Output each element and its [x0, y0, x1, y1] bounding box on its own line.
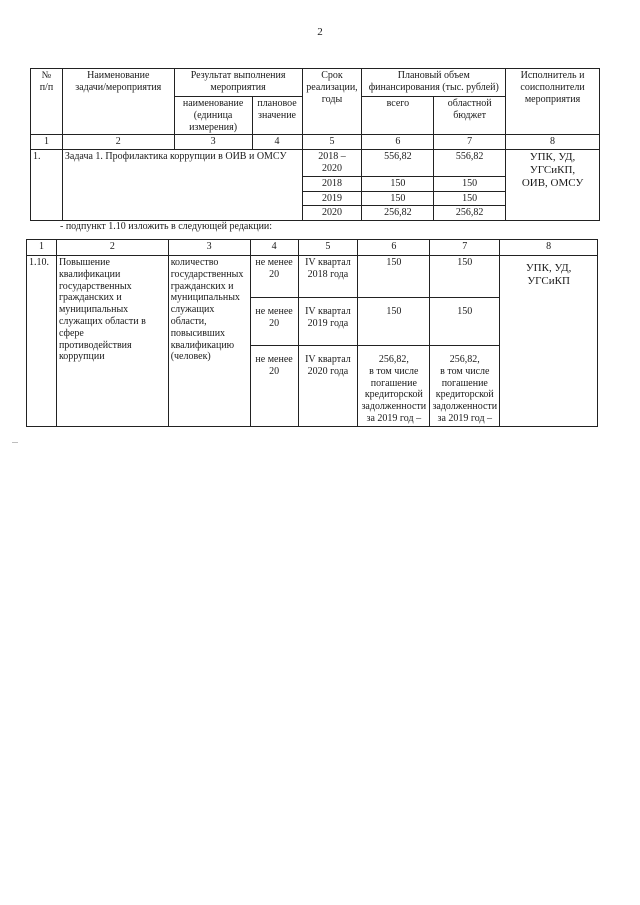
- item-plan: не менее 20: [250, 298, 298, 346]
- item-term: IV квартал 2020 года: [298, 346, 358, 427]
- col-number: 2: [62, 135, 174, 150]
- header-num: № п/п: [31, 69, 63, 135]
- col-number: 1: [31, 135, 63, 150]
- item-term: IV квартал 2019 года: [298, 298, 358, 346]
- header-result-plan: плановое значение: [252, 97, 302, 135]
- header-fin-total: всего: [362, 97, 434, 135]
- col-number: 4: [250, 240, 298, 256]
- task-name: Задача 1. Профилактика коррупции в ОИВ и ОМСУ: [62, 150, 302, 221]
- col-number: 4: [252, 135, 302, 150]
- task-regional: 150: [434, 176, 506, 191]
- task-total: 556,82: [362, 150, 434, 177]
- task-term: 2018: [302, 176, 362, 191]
- col-number: 5: [298, 240, 358, 256]
- item-regional: 150: [430, 256, 500, 298]
- header-finance: Плановый объем финансирования (тыс. рублей): [362, 69, 506, 97]
- item-executor: УПК, УД, УГСиКП: [500, 256, 598, 427]
- item-total: 150: [358, 256, 430, 298]
- item-regional: 256,82, в том числе погашение кредиторской задолженности за 2019 год –: [430, 346, 500, 427]
- plan-table-header: [30, 68, 600, 221]
- col-number: 1: [27, 240, 57, 256]
- col-number: 8: [506, 135, 600, 150]
- margin-mark: ...: [12, 436, 18, 445]
- header-fin-regional: областной бюджет: [434, 97, 506, 135]
- item-result-name: количество государственных гражданских и муниципальных служащих области, повысивших квалификацию (человек): [168, 256, 250, 427]
- amendment-note: - подпункт 1.10 изложить в следующей редакции:: [60, 221, 273, 232]
- header-name: Наименование задачи/мероприятия: [62, 69, 174, 135]
- item-regional: 150: [430, 298, 500, 346]
- col-number: 6: [362, 135, 434, 150]
- col-number: 3: [168, 240, 250, 256]
- item-name: Повышение квалификации государственных гражданских и муниципальных служащих области в сфере противодействия коррупции: [56, 256, 168, 427]
- task-total: 150: [362, 191, 434, 206]
- col-number: 7: [430, 240, 500, 256]
- task-executor: УПК, УД, УГСиКП, ОИВ, ОМСУ: [506, 150, 600, 221]
- col-number: 6: [358, 240, 430, 256]
- item-total: 150: [358, 298, 430, 346]
- col-number: 7: [434, 135, 506, 150]
- task-regional: 150: [434, 191, 506, 206]
- header-term: Срок реализации, годы: [302, 69, 362, 135]
- task-total: 256,82: [362, 206, 434, 221]
- col-number: 2: [56, 240, 168, 256]
- task-term: 2018 – 2020: [302, 150, 362, 177]
- header-result-name: наименование (единица измерения): [174, 97, 252, 135]
- task-regional: 556,82: [434, 150, 506, 177]
- task-term: 2019: [302, 191, 362, 206]
- task-regional: 256,82: [434, 206, 506, 221]
- task-num: 1.: [31, 150, 63, 221]
- item-total: 256,82, в том числе погашение кредиторской задолженности за 2019 год –: [358, 346, 430, 427]
- col-number: 5: [302, 135, 362, 150]
- task-term: 2020: [302, 206, 362, 221]
- task-total: 150: [362, 176, 434, 191]
- col-number: 8: [500, 240, 598, 256]
- item-110-table: [26, 239, 598, 427]
- item-plan: не менее 20: [250, 256, 298, 298]
- header-result: Результат выполнения мероприятия: [174, 69, 302, 97]
- item-num: 1.10.: [27, 256, 57, 427]
- header-executor: Исполнитель и соисполнители мероприятия: [506, 69, 600, 135]
- col-number: 3: [174, 135, 252, 150]
- item-plan: не менее 20: [250, 346, 298, 427]
- item-term: IV квартал 2018 года: [298, 256, 358, 298]
- page-number: 2: [317, 26, 323, 38]
